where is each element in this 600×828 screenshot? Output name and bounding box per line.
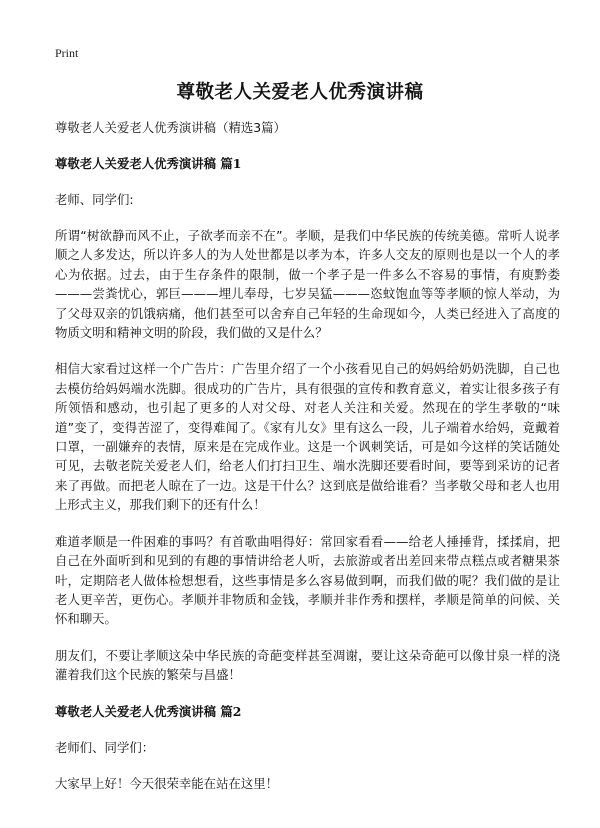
document-subtitle: 尊敬老人关爱老人优秀演讲稿（精选3篇） [55, 120, 286, 135]
salutation-1: 老师、同学们: [55, 192, 134, 207]
section-heading-1: 尊敬老人关爱老人优秀演讲稿 篇1 [55, 156, 242, 171]
page-title: 尊敬老人关爱老人优秀演讲稿 [176, 82, 424, 103]
print-link[interactable]: Print [55, 46, 79, 60]
document-body [55, 118, 560, 793]
salutation-2: 老师们、同学们： [55, 739, 155, 755]
paragraph: 难道孝顺是一件困难的事吗？有首歌曲唱得好：常回家看看——给老人捶捶背，揉揉肩，把自己在外面听到和见到的有趣的事情讲给老人听，去旅游或者出差回来带点糕点或者糖果茶叶，定期陪老人做体检想想看，这些事情是多么容易做到啊，而我们做的呢？我们做的是让老人更辛苦，更伤心。孝顺并非物质和金钱，孝顺并非作秀和摆样，孝顺是简单的问候、关怀和聊天。 [55, 533, 560, 627]
paragraph: 相信大家看过这样一个广告片：广告里介绍了一个小孩看见自己的妈妈给奶奶洗脚，自己也去模仿给妈妈端水洗脚。很成功的广告片，具有很强的宣传和教育意义，着实让很多孩子有所领悟和感动，也引起了更多的人对父母、对老人关注和关爱。然现在的学生孝敬的“味道”变了，变得苦涩了，变得难闻了。《家有儿女》里有这么一段，儿子端着水给妈，竟戴着口罩，一副嫌弃的表情，原来是在完成作业。这是一个讽刺笑话，可是如今这样的笑话随处可见，去敬老院关爱老人们，给老人们打扫卫生、端水洗脚还要看时间，要等到采访的记者来了再做。而把老人晾在了一边。这是干什么？这到底是做给谁看？当孝敬父母和老人也用上形式主义，那我们剩下的还有什么！ [55, 361, 560, 513]
paragraph: 所谓“树欲静而风不止，子欲孝而亲不在”。孝顺，是我们中华民族的传统美德。常听人说孝顺之人多发达，所以许多人的为人处世都是以孝为本，许多人交友的原则也是以一个人的孝心为依据。过去，由于生存条件的限制，做一个孝子是一件多么不容易的事情，有庾黔娄———尝粪忧心，郭巨———埋儿奉母，七岁吴猛———恣蚊饱血等等孝顺的惊人举动，为了父母双亲的饥饿病痛，他们甚至可以舍弃自己年轻的生命现如今，人类已经进入了高度的物质文明和精神文明的阶段，我们做的又是什么？ [55, 228, 560, 341]
section-heading-2: 尊敬老人关爱老人优秀演讲稿 篇2 [55, 703, 242, 719]
paragraph: 朋友们，不要让孝顺这朵中华民族的奇葩变样甚至凋谢，要让这朵奇葩可以像甘泉一样的浇灌着我们这个民族的繁荣与昌盛！ [55, 647, 560, 683]
opening-line: 大家早上好！今天很荣幸能在站在这里！ [55, 775, 279, 791]
